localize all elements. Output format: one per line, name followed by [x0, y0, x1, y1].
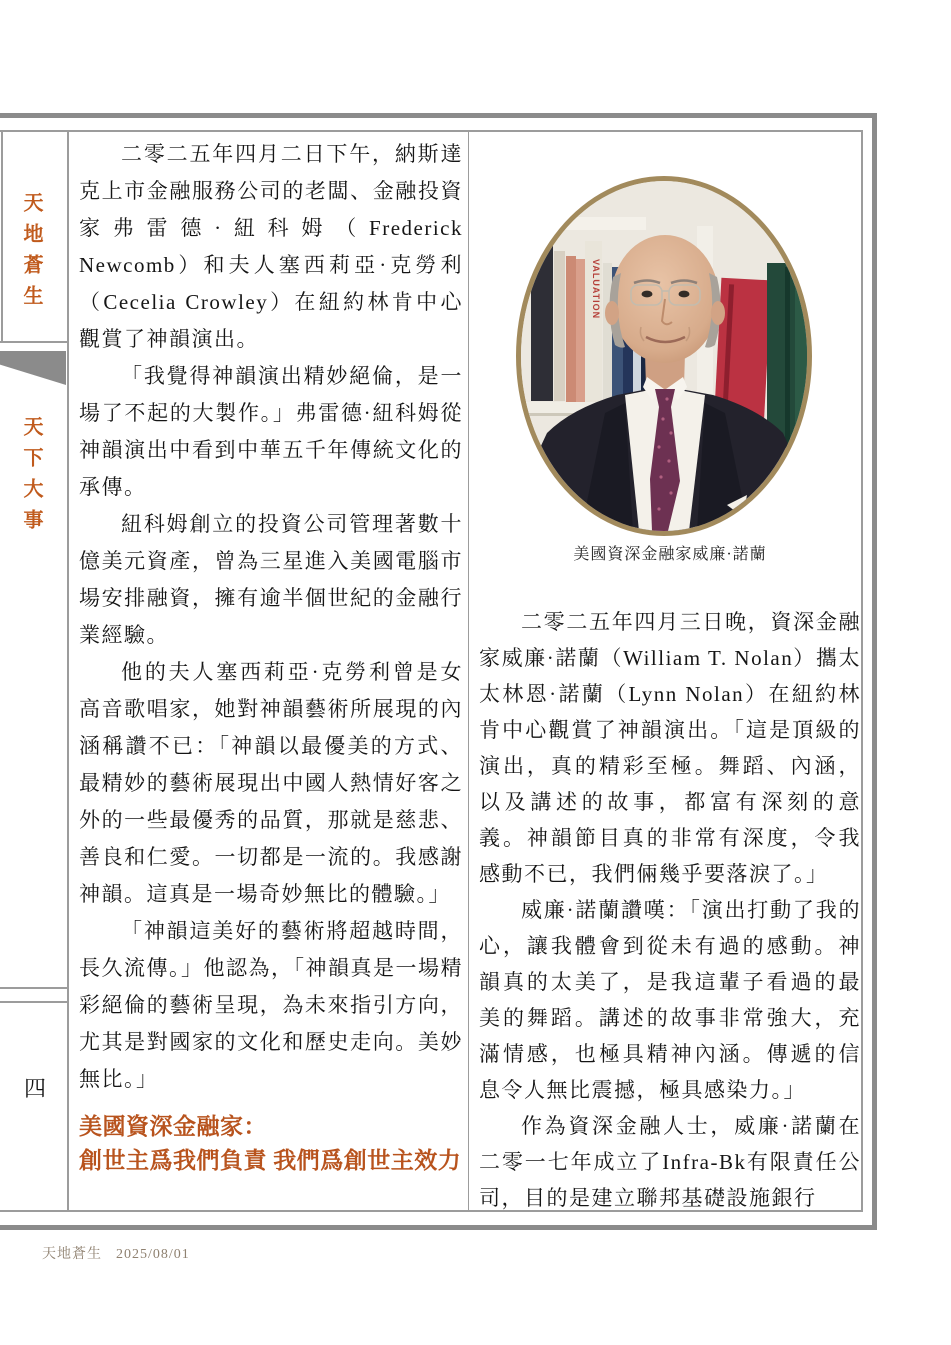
paragraph: 紐科姆創立的投資公司管理著數十億美元資產，曾為三星進入美國電腦市場安排融資，擁有逾半個世紀的金融行業經驗。 — [79, 512, 463, 647]
page-footer — [42, 1243, 204, 1263]
publication-date: 2025/08/01 — [116, 1247, 190, 1262]
page-number: 四 — [24, 1076, 47, 1101]
sidebar-section-tiandicangsheng: 天地蒼生 — [20, 192, 42, 316]
sidebar-rule-1 — [0, 341, 68, 343]
section-heading-line1: 美國資深金融家： — [79, 1114, 267, 1139]
sidebar-rule-3 — [0, 1001, 68, 1003]
sidebar-wedge-ornament — [0, 351, 66, 385]
frame-outer-bottom — [0, 1225, 877, 1230]
sidebar-rule-2 — [0, 987, 68, 989]
frame-outer-right — [872, 113, 877, 1230]
sidebar-section-tianxiadashi: 天下大事 — [20, 416, 42, 540]
book-spine-text: VALUATION — [591, 259, 601, 320]
paragraph: 威廉·諾蘭讚嘆：「演出打動了我的心，讓我體會到從未有過的感動。神韻真的太美了，是我這輩子看過的最美的舞蹈。講述的故事非常強大，充滿情感，也極具精神內涵。傳遞的信息令人無比震撼，極具感染力。」 — [479, 898, 861, 1102]
paragraph: 二零二五年四月二日下午，納斯達克上市金融服務公司的老闆、金融投資家弗雷德·紐科姆（Frederick Newcomb）和夫人塞西莉亞·克勞利（Cecelia Crowley）在紐約林肯中心觀賞了神韻演出。 — [79, 142, 463, 351]
frame-inner-top — [0, 130, 863, 132]
portrait-illustration — [521, 181, 807, 531]
portrait-oval-frame — [516, 176, 812, 536]
photo-caption: 美國資深金融家威廉·諾蘭 — [573, 546, 767, 563]
frame-outer-top — [0, 113, 877, 118]
paragraph: 作為資深金融人士，威廉·諾蘭在二零一七年成立了Infra-Bk有限責任公司，目的是建立聯邦基礎設施銀行 — [479, 1114, 861, 1210]
section-heading — [79, 1110, 463, 1178]
publication-title: 天地蒼生 — [42, 1247, 102, 1262]
column-divider — [468, 131, 469, 1211]
right-column — [479, 604, 861, 1216]
sidebar-tab-left-edge — [1, 130, 3, 342]
paragraph: 「神韻這美好的藝術將超越時間，長久流傳。」他認為，「神韻真是一場精彩絕倫的藝術呈現，為未來指引方向，尤其是對國家的文化和歷史走向。美妙無比。」 — [79, 919, 463, 1091]
left-column — [79, 136, 463, 1178]
paragraph: 「我覺得神韻演出精妙絕倫，是一場了不起的大製作。」弗雷德·紐科姆從神韻演出中看到中華五千年傳統文化的承傳。 — [79, 364, 463, 499]
portrait-photo — [479, 160, 861, 540]
section-heading-line2: 創世主爲我們負責 我們爲創世主效力 — [79, 1148, 462, 1173]
frame-inner-right — [861, 130, 863, 1212]
sidebar-divider — [67, 130, 69, 1212]
paragraph: 二零二五年四月三日晚，資深金融家威廉·諾蘭（William T. Nolan）攜太太林恩·諾蘭（Lynn Nolan）在紐約林肯中心觀賞了神韻演出。「這是頂級的演出，真的精彩至極。舞蹈、內涵，以及講述的故事，都富有深刻的意義。神韻節目真的非常有深度，令我感動不已，我們倆幾乎要落淚了。」 — [479, 610, 861, 886]
paragraph: 他的夫人塞西莉亞·克勞利曾是女高音歌唱家，她對神韻藝術所展現的內涵稱讚不已：「神韻以最優美的方式、最精妙的藝術展現出中國人熱情好客之外的一些最優秀的品質，那就是慈悲、善良和仁愛。一切都是一流的。我感謝神韻。這真是一場奇妙無比的體驗。」 — [79, 660, 463, 906]
